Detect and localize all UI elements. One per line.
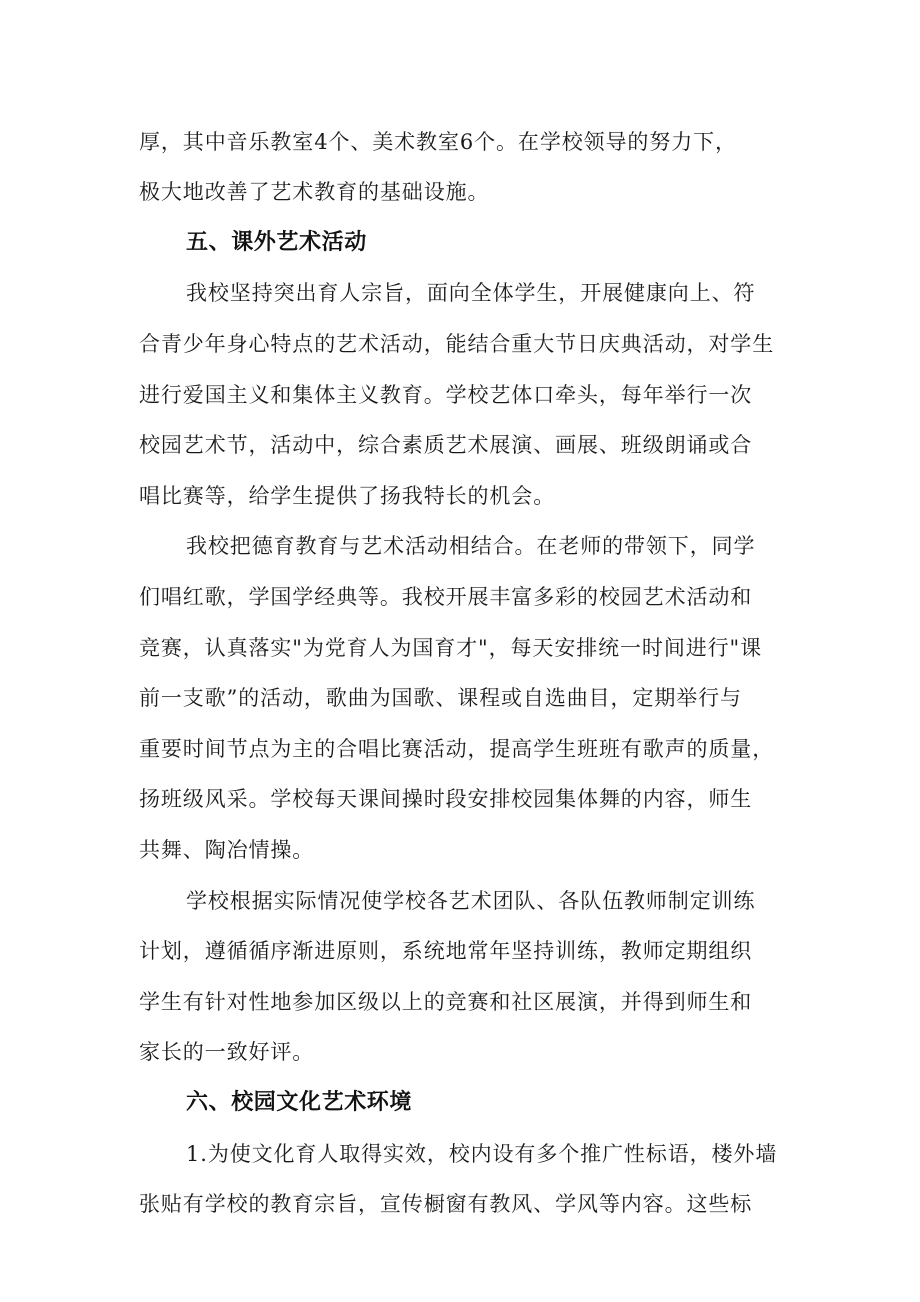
paragraph-line: 极大地改善了艺术教育的基础设施。 <box>139 180 490 204</box>
paragraph-line: 扬班级风采。学校每天课间操时段安排校园集体舞的内容，师生 <box>139 787 753 811</box>
paragraph-line: 校园艺术节，活动中，综合素质艺术展演、画展、班级朗诵或合 <box>139 433 753 457</box>
paragraph-line: 合青少年身心特点的艺术活动，能结合重大节日庆典活动，对学生 <box>139 332 775 356</box>
paragraph-line: 竞赛，认真落实"为党育人为国育才"，每天安排统一时间进行"课 <box>139 636 762 660</box>
paragraph-line: 1.为使文化育人取得实效，校内设有多个推广性标语，楼外墙 <box>186 1142 778 1166</box>
paragraph-line: 共舞、陶冶情操。 <box>139 838 315 862</box>
paragraph-line: 家长的一致好评。 <box>139 1040 315 1064</box>
paragraph-line: 我校把德育教育与艺术活动相结合。在老师的带领下，同学 <box>186 534 756 558</box>
paragraph-line: 我校坚持突出育人宗旨，面向全体学生，开展健康向上、符 <box>186 281 756 305</box>
paragraph-line: 学校根据实际情况使学校各艺术团队、各队伍教师制定训练 <box>186 889 756 913</box>
paragraph-line: 张贴有学校的教育宗旨，宣传橱窗有教风、学风等内容。这些标 <box>139 1192 753 1216</box>
paragraph-line: 唱比赛等，给学生提供了扬我特长的机会。 <box>139 484 556 508</box>
paragraph-line: 进行爱国主义和集体主义教育。学校艺体口牵头，每年举行一次 <box>139 383 753 407</box>
section-heading-extracurricular: 五、课外艺术活动 <box>186 230 367 255</box>
section-heading-campus-culture: 六、校园文化艺术环境 <box>186 1090 413 1115</box>
paragraph-line: 学生有针对性地参加区级以上的竞赛和社区展演，并得到师生和 <box>139 990 753 1014</box>
paragraph-line: 们唱红歌，学国学经典等。我校开展丰富多彩的校园艺术活动和 <box>139 585 753 609</box>
paragraph-line: 重要时间节点为主的合唱比赛活动，提高学生班班有歌声的质量， <box>139 737 775 761</box>
paragraph-line: 前一支歌”的活动，歌曲为国歌、课程或自选曲目，定期举行与 <box>139 686 742 710</box>
paragraph-line: 计划，遵循循序渐进原则，系统地常年坚持训练，教师定期组织 <box>139 939 753 963</box>
paragraph-line: 厚，其中音乐教室4个、美术教室6个。在学校领导的努力下， <box>139 130 737 154</box>
